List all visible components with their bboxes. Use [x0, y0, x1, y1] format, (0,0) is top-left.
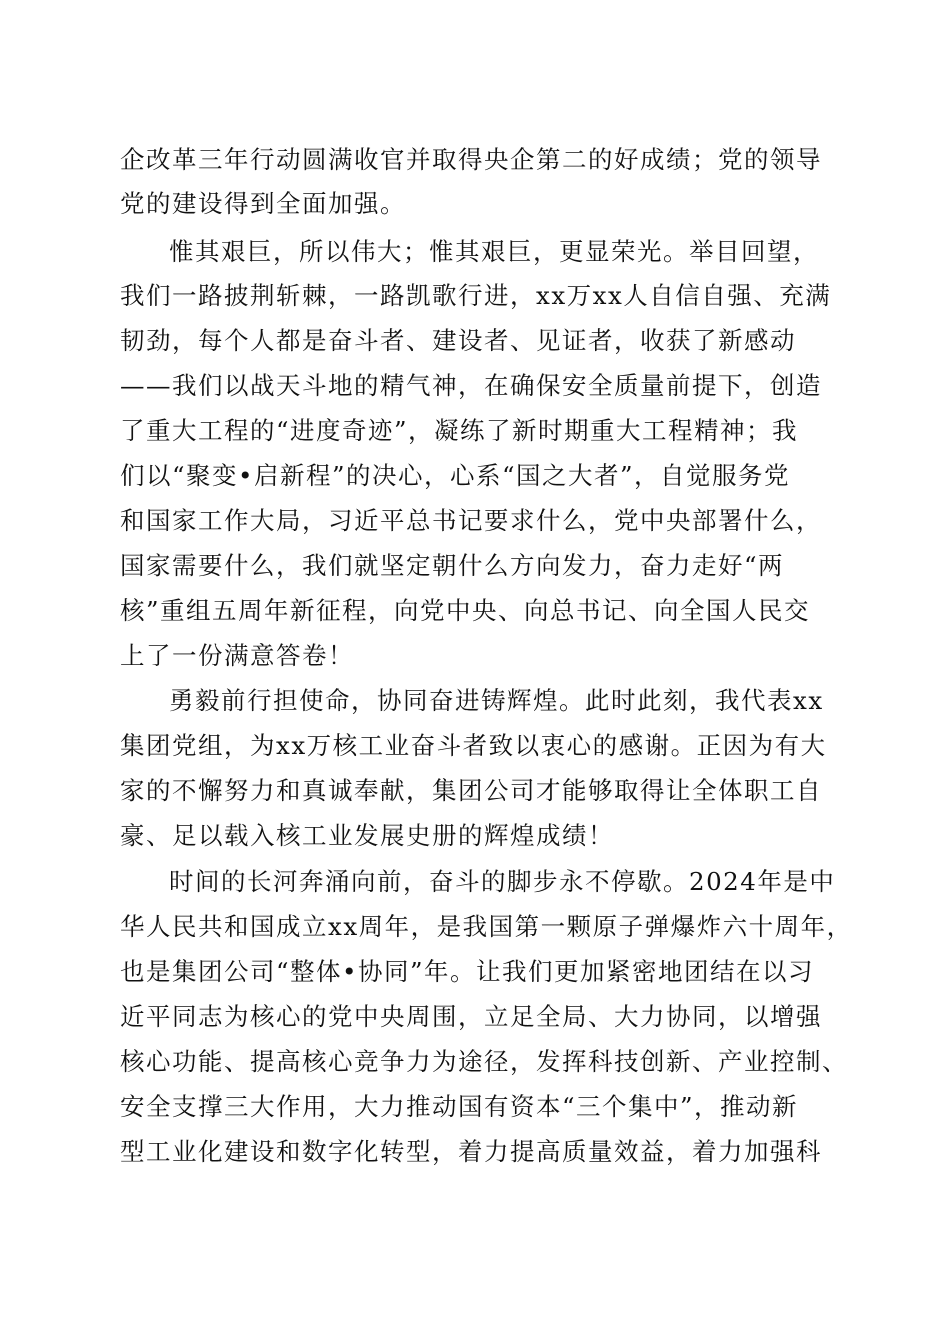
text-line: 近平同志为核心的党中央周围，立足全局、大力协同，以增强	[120, 1002, 822, 1031]
text-line: 型工业化建设和数字化转型，着力提高质量效益，着力加强科	[120, 1137, 822, 1166]
text-line: 安全支撑三大作用，大力推动国有资本“三个集中”，推动新	[120, 1092, 799, 1121]
text-line: 国家需要什么，我们就坚定朝什么方向发力，奋力走好“两	[120, 551, 785, 580]
paragraph-first-line: 惟其艰巨，所以伟大；惟其艰巨，更显荣光。举目回望，	[169, 237, 819, 266]
text-line: 们以“聚变•启新程”的决心，心系“国之大者”，自觉服务党	[120, 461, 791, 490]
text-line: 我们一路披荆斩棘，一路凯歌行进，xx万xx人自信自强、充满	[120, 281, 832, 310]
text-line: 和国家工作大局，习近平总书记要求什么，党中央部署什么，	[120, 506, 822, 535]
paragraph-first-line: 勇毅前行担使命，协同奋进铸辉煌。此时此刻，我代表xx	[169, 686, 824, 715]
text-line: 韧劲，每个人都是奋斗者、建设者、见证者，收获了新感动	[120, 326, 796, 355]
text-line: 上了一份满意答卷！	[120, 641, 354, 670]
text-line: 豪、足以载入核工业发展史册的辉煌成绩！	[120, 821, 614, 850]
paragraph-first-line: 时间的长河奔涌向前，奋斗的脚步永不停歇。2024年是中	[169, 867, 836, 896]
text-line: 了重大工程的“进度奇迹”，凝练了新时期重大工程精神；我	[120, 416, 799, 445]
text-line: 华人民共和国成立xx周年，是我国第一颗原子弹爆炸六十周年，	[120, 912, 853, 941]
text-line: ——我们以战天斗地的精气神，在确保安全质量前提下，创造	[120, 371, 822, 400]
text-line: 核心功能、提高核心竞争力为途径，发挥科技创新、产业控制、	[120, 1047, 848, 1076]
text-line: 党的建设得到全面加强。	[120, 189, 406, 218]
text-line: 也是集团公司“整体•协同”年。让我们更加紧密地团结在以习	[120, 957, 814, 986]
text-line: 企改革三年行动圆满收官并取得央企第二的好成绩；党的领导	[120, 145, 822, 174]
text-line: 集团党组，为xx万核工业奋斗者致以衷心的感谢。正因为有大	[120, 731, 827, 760]
text-line: 家的不懈努力和真诚奉献，集团公司才能够取得让全体职工自	[120, 776, 822, 805]
text-line: 核”重组五周年新征程，向党中央、向总书记、向全国人民交	[120, 596, 811, 625]
